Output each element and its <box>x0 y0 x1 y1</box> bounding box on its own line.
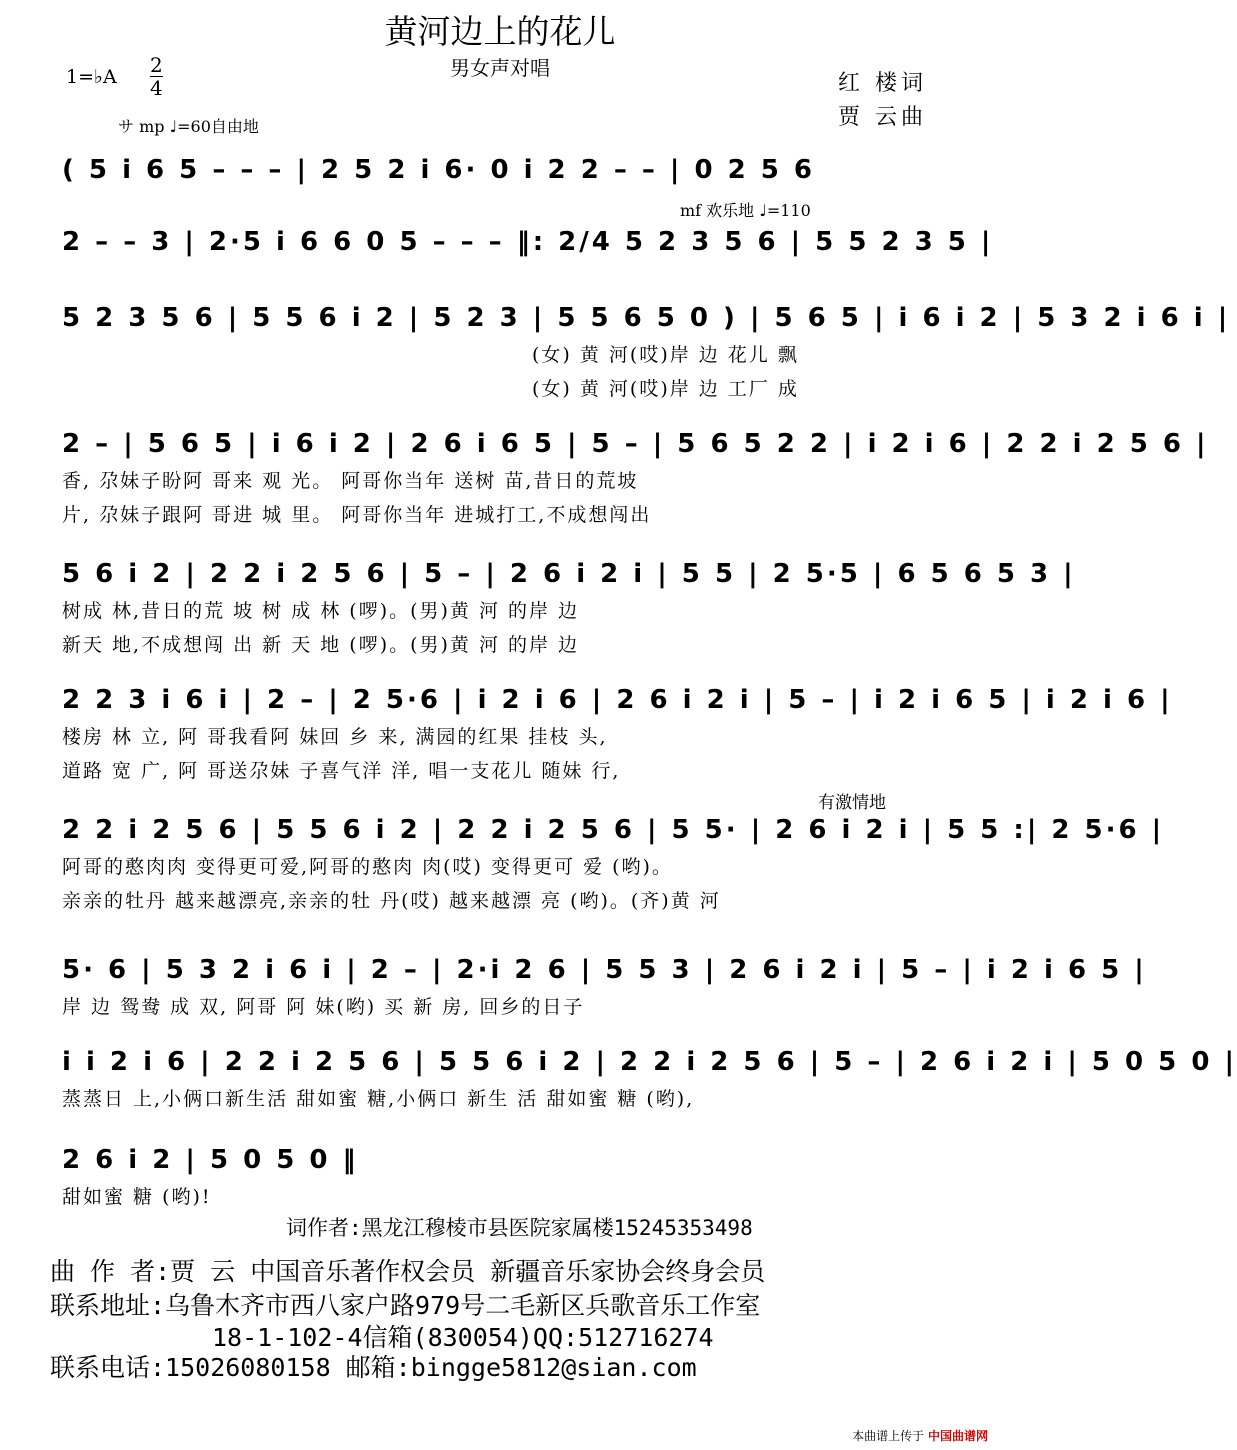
song-title: 黄河边上的花儿 <box>384 12 616 51</box>
time-signature <box>150 54 163 99</box>
lyric-line-2: (女) 黄 河(哎)岸 边 工厂 成 <box>532 378 799 400</box>
lyric-line-1: 香, 尕妹子盼阿 哥来 观 光。 阿哥你当年 送树 苗,昔日的荒坡 <box>62 470 639 492</box>
lyric-line-2: 亲亲的牡丹 越来越漂亮,亲亲的牡 丹(哎) 越来越漂 亮 (哟)。(齐)黄 河 <box>62 890 721 912</box>
lyric-line-1: 岸 边 鸳鸯 成 双, 阿哥 阿 妹(哟) 买 新 房, 回乡的日子 <box>62 996 585 1018</box>
watermark-text: 本曲谱上传于 <box>852 1429 925 1443</box>
score-row-2 <box>62 222 994 262</box>
address-line-2: 18-1-102-4信箱(830054)QQ:512716274 <box>212 1323 714 1352</box>
lyric-line-1: (女) 黄 河(哎)岸 边 花儿 飘 <box>532 344 799 366</box>
time-top: 2 <box>150 53 163 77</box>
address-line: 联系地址:乌鲁木齐市西八家户路979号二毛新区兵歌音乐工作室 <box>50 1291 761 1320</box>
lyric-line-1: 蒸蒸日 上,小俩口新生活 甜如蜜 糖,小俩口 新生 活 甜如蜜 糖 (哟), <box>62 1088 695 1110</box>
key-signature: 1=♭A <box>66 66 117 88</box>
score-row-4 <box>62 424 1209 532</box>
composer-credit: 贾 云曲 <box>838 105 927 130</box>
score-row-10 <box>62 1140 950 1214</box>
lyricist-credit: 红 楼词 <box>838 71 927 96</box>
lyric-line-2: 道路 宽 广, 阿 哥送尕妹 子喜气洋 洋, 唱一支花儿 随妹 行, <box>62 760 621 782</box>
notation-line: ( 5 i 6 5 – – – | 2 5 2 i 6· 0 i 2 2 – – | 0 2 5 6 <box>62 155 816 185</box>
lyric-line-1: 甜如蜜 糖 (哟)! <box>62 1186 212 1208</box>
notation-line: 2 – – 3 | 2·5 i 6 6 0 5 – – – ‖: 2/4 5 2 3 5 6 | 5 5 2 3 5 | <box>62 227 994 257</box>
notation-line: i i 2 i 6 | 2 2 i 2 5 6 | 5 5 6 i 2 | 2 2 i 2 5 6 | 5 – | 2 6 i 2 i | 5 0 5 0 | <box>62 1047 1237 1077</box>
lyric-line-1: 阿哥的憨肉肉 变得更可爱,阿哥的憨肉 肉(哎) 变得更可 爱 (哟)。 <box>62 856 673 878</box>
site-logo: 中国曲谱网 <box>927 1429 988 1443</box>
notation-line: 2 2 i 2 5 6 | 5 5 6 i 2 | 2 2 i 2 5 6 | 5 5· | 2 6 i 2 i | 5 5 :| 2 5·6 | <box>62 815 1165 845</box>
time-bottom: 4 <box>150 76 163 100</box>
composer-contact: 曲 作 者:贾 云 中国音乐著作权会员 新疆音乐家协会终身会员 <box>50 1257 766 1286</box>
expression-marking: 有激情地 <box>818 793 886 813</box>
lyric-line-1: 树成 林,昔日的荒 坡 树 成 林 (啰)。(男)黄 河 的岸 边 <box>62 600 580 622</box>
watermark <box>852 1427 988 1444</box>
lyric-line-2: 新天 地,不成想闯 出 新 天 地 (啰)。(男)黄 河 的岸 边 <box>62 634 580 656</box>
notation-line: 5 6 i 2 | 2 2 i 2 5 6 | 5 – | 2 6 i 2 i | 5 5 | 2 5·5 | 6 5 6 5 3 | <box>62 559 1076 589</box>
tempo-change: mf 欢乐地 ♩=110 <box>680 201 811 220</box>
lyric-line-2: 片, 尕妹子跟阿 哥进 城 里。 阿哥你当年 进城打工,不成想闯出 <box>62 504 652 526</box>
notation-line: 5 2 3 5 6 | 5 5 6 i 2 | 5 2 3 | 5 5 6 5 0 ) | 5 6 5 | i 6 i 2 | 5 3 2 i 6 i | <box>62 303 1231 333</box>
score-row-1 <box>62 150 950 190</box>
notation-line: 5· 6 | 5 3 2 i 6 i | 2 – | 2·i 2 6 | 5 5 3 | 2 6 i 2 i | 5 – | i 2 i 6 5 | <box>62 955 1147 985</box>
notation-line: 2 – | 5 6 5 | i 6 i 2 | 2 6 i 6 5 | 5 – | 5 6 5 2 2 | i 2 i 6 | 2 2 i 2 5 6 | <box>62 429 1209 459</box>
notation-line: 2 6 i 2 | 5 0 5 0 ‖ <box>62 1145 359 1175</box>
tempo-marking: サ mp ♩=60自由地 <box>118 117 259 136</box>
score-row-6 <box>62 680 1173 788</box>
score-row-9 <box>62 1042 1237 1116</box>
score-row-3 <box>62 298 1231 406</box>
song-subtitle: 男女声对唱 <box>450 56 550 80</box>
score-row-8 <box>62 950 1147 1024</box>
lyricist-contact: 词作者:黑龙江穆棱市县医院家属楼15245353498 <box>286 1216 753 1240</box>
score-row-7 <box>62 810 1165 918</box>
score-row-5 <box>62 554 1076 662</box>
notation-line: 2 2 3 i 6 i | 2 – | 2 5·6 | i 2 i 6 | 2 6 i 2 i | 5 – | i 2 i 6 5 | i 2 i 6 | <box>62 685 1173 715</box>
phone-email-line: 联系电话:15026080158 邮箱:bingge5812@sian.com <box>50 1353 697 1382</box>
lyric-line-1: 楼房 林 立, 阿 哥我看阿 妹回 乡 来, 满园的红果 挂枝 头, <box>62 726 608 748</box>
